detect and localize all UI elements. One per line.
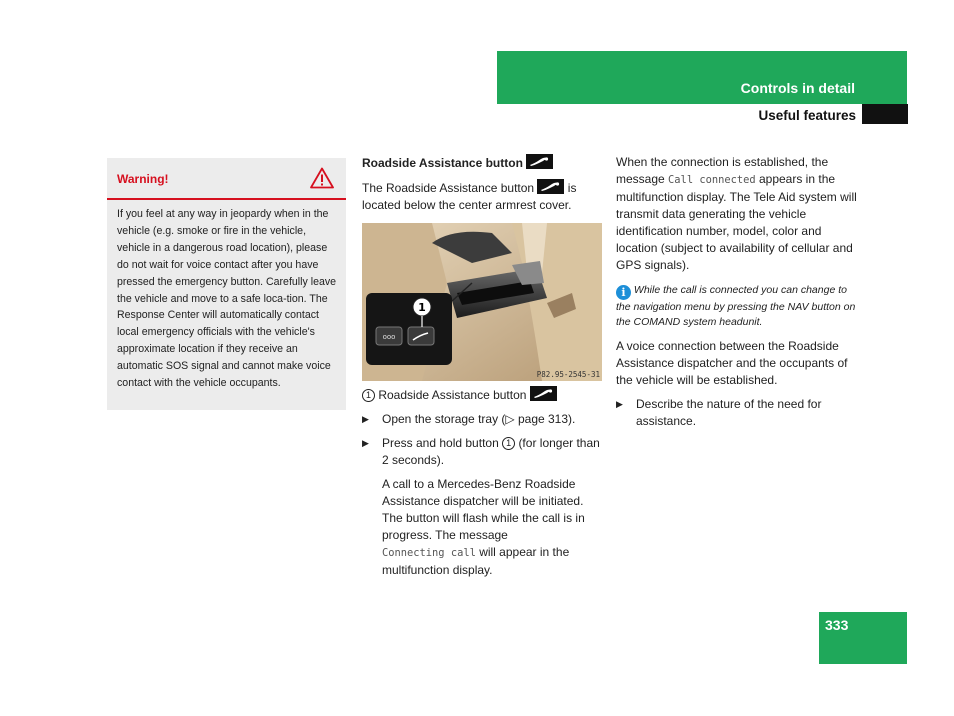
bullet-arrow-icon: ▶	[362, 438, 369, 448]
call-connected-message: Call connected	[668, 174, 756, 186]
right-column	[616, 154, 861, 430]
section-tab-marker	[862, 104, 908, 124]
page-number-box	[819, 612, 907, 664]
page-ref-arrow-icon: ▷	[505, 412, 515, 426]
roadside-assistance-icon	[530, 386, 557, 401]
step-describe-need-text: Describe the nature of the need for assistance.	[636, 397, 822, 428]
step-describe-need	[616, 396, 861, 430]
bullet-arrow-icon: ▶	[616, 399, 623, 409]
step2-text-after: (for longer than 2 seconds).	[382, 436, 600, 467]
info-note	[616, 283, 861, 329]
section-title: Controls in detail	[740, 80, 855, 96]
info-note-text: While the call is connected you can change to the navigation menu by pressing the NAV button on the COMAND system headunit.	[616, 284, 856, 328]
step-open-tray-text	[382, 411, 575, 428]
warning-header	[107, 158, 346, 200]
roadside-assistance-icon	[526, 154, 553, 169]
warning-text: If you feel at any way in jeopardy when in the vehicle (e.g. smoke or fire in the vehicle, vehicle in a dangerous road location), please do not wait for voice contact after you have pressed the emergency button. Carefully leave the vehicle and move to a safe loca-tion. The Response Center will automatically contact local emergency officials with the vehicle's approximate location if they receive an automatic SOS signal and cannot make voice contact with the vehicle occupants.	[117, 208, 337, 390]
caption-text: Roadside Assistance button	[378, 388, 527, 402]
step2-number: 1	[502, 437, 515, 450]
para1-text-before: When the connection is established, the message	[616, 155, 829, 186]
subsection-title: Useful features	[758, 108, 856, 123]
step-open-tray	[362, 411, 602, 428]
follow-text-after: will appear in the multifunction display.	[382, 545, 570, 577]
warning-triangle-icon	[310, 167, 334, 189]
photo-code: P82.95-2545-31	[536, 370, 600, 379]
voice-connection-text: A voice connection between the Roadside Assistance dispatcher and the occupants of the vehicle will be established.	[616, 339, 848, 387]
warning-box	[107, 158, 346, 410]
caption-number: 1	[362, 389, 375, 402]
armrest-photo	[362, 223, 602, 381]
roadside-heading-text: Roadside Assistance button	[362, 156, 523, 170]
armrest-illustration	[362, 223, 602, 381]
step1-text-after: page 313).	[514, 412, 576, 426]
header-band	[497, 51, 907, 104]
connecting-call-message: Connecting call	[382, 547, 476, 559]
info-icon: i	[616, 285, 631, 300]
call-initiated-text	[362, 476, 602, 579]
photo-caption	[362, 386, 602, 404]
intro-text-after: is located below the center armrest cover.	[362, 181, 577, 212]
photo-callout: 1	[418, 301, 426, 314]
step-press-button-text	[382, 435, 602, 469]
step-press-button	[362, 435, 602, 469]
roadside-assistance-icon	[537, 179, 564, 194]
middle-column	[362, 154, 602, 579]
follow-text-before: A call to a Mercedes-Benz Roadside Assistance dispatcher will be initiated. The button will flash while the call is in progress. The message	[382, 477, 585, 542]
step1-text-before: Open the storage tray (	[382, 412, 506, 426]
roadside-intro	[362, 179, 602, 214]
warning-title: Warning!	[117, 172, 169, 186]
para1-text-after: appears in the multifunction display. The Tele Aid system will transmit data generating the vehicle identification number, model, color and location (subject to availability of cellular and GPS signals).	[616, 172, 857, 272]
connection-established-text	[616, 154, 861, 274]
svg-text:ooo: ooo	[382, 333, 396, 341]
page-number: 333	[825, 617, 849, 633]
roadside-heading	[362, 154, 602, 172]
bullet-arrow-icon: ▶	[362, 414, 369, 424]
step2-text-before: Press and hold button	[382, 436, 499, 450]
intro-text-before: The Roadside Assistance button	[362, 181, 535, 195]
